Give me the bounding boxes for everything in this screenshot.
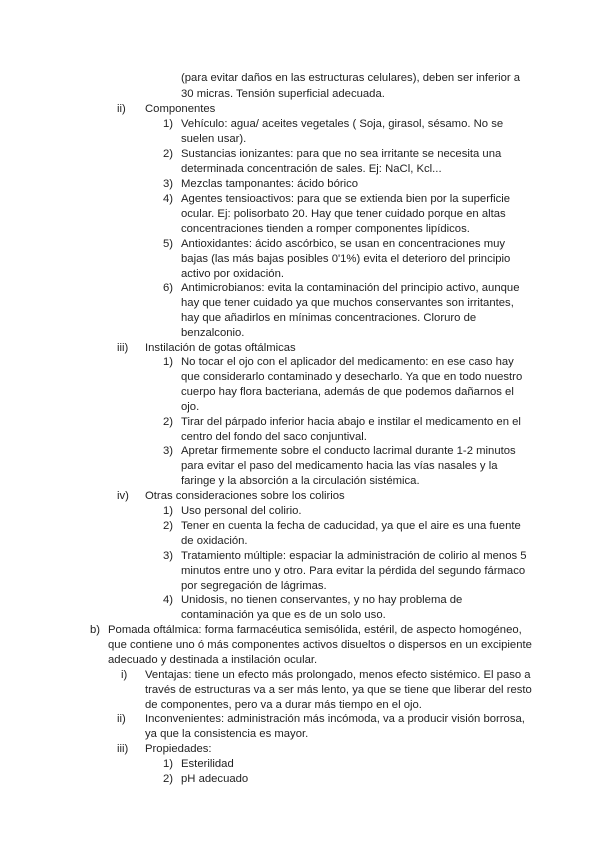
- list-marker: iv): [117, 490, 129, 502]
- text-line: No tocar el ojo con el aplicador del medicamento: en ese caso hay: [181, 356, 514, 368]
- item-number: 4): [163, 193, 174, 205]
- text-line: suelen usar).: [181, 133, 247, 145]
- item-number: 4): [163, 594, 174, 606]
- text-line: ojo.: [181, 401, 200, 413]
- text-line: que contiene uno ó más componentes activos disueltos o dispersos en un excipiente: [108, 639, 532, 651]
- text-line: Antioxidantes: ácido ascórbico, se usan en concentraciones muy: [181, 238, 506, 250]
- section-heading: Propiedades:: [145, 743, 212, 755]
- text-line: Tirar del párpado inferior hacia abajo e instilar el medicamento en el: [181, 416, 521, 428]
- text-line: faringe y la absorción a la circulación sistémica.: [181, 475, 420, 487]
- item-number: 6): [163, 282, 174, 294]
- text-line: que considerarlo contaminado y desecharlo. Ya que en todo nuestro: [181, 371, 523, 383]
- text-line: Pomada oftálmica: forma farmacéutica semisólida, estéril, de aspecto homogéneo,: [108, 624, 522, 636]
- text-line: hay que tener cuidado ya que muchos conservantes son irritantes,: [181, 297, 514, 309]
- list-marker: ii): [117, 103, 126, 115]
- list-marker: i): [121, 669, 128, 681]
- section-heading: Instilación de gotas oftálmicas: [145, 342, 296, 354]
- text-line: cuerpo hay flora bacteriana, además de que podemos dañarnos el: [181, 386, 514, 398]
- section-heading: Otras consideraciones sobre los colirios: [145, 490, 345, 502]
- item-number: 2): [163, 148, 174, 160]
- text-line: benzalconio.: [181, 327, 245, 339]
- text-line: bajas (las más bajas posibles 0'1%) evita el deterioro del principio: [181, 253, 511, 265]
- text-line: centro del fondo del saco conjuntival.: [181, 431, 367, 443]
- item-number: 1): [163, 505, 174, 517]
- text-line: hay que añadirlos en mínimas concentraciones. Cloruro de: [181, 312, 477, 324]
- item-number: 5): [163, 238, 174, 250]
- item-number: 2): [163, 416, 174, 428]
- item-number: 3): [163, 178, 174, 190]
- item-number: 1): [163, 758, 174, 770]
- text-line: pH adecuado: [181, 773, 249, 785]
- item-number: 1): [163, 356, 174, 368]
- item-number: 3): [163, 550, 174, 562]
- list-marker: iii): [117, 342, 129, 354]
- text-line: Mezclas tamponantes: ácido bórico: [181, 178, 359, 190]
- text-line: Esterilidad: [181, 758, 234, 770]
- item-number: 1): [163, 118, 174, 130]
- section-heading: Componentes: [145, 103, 216, 115]
- text-line: por segregación de lágrimas.: [181, 580, 327, 592]
- text-line: minutos entre uno y otro. Para evitar la pérdida del segundo fármaco: [181, 565, 526, 577]
- text-line: Apretar firmemente sobre el conducto lacrimal durante 1-2 minutos: [181, 445, 516, 457]
- text-line: través de estructuras va a ser más lento, ya que se tiene que liberar del resto: [145, 684, 532, 696]
- text-line: Uso personal del colirio.: [181, 505, 302, 517]
- text-line: determinada concentración de sales. Ej: NaCl, Kcl...: [181, 163, 442, 175]
- item-number: 2): [163, 773, 174, 785]
- text-line: Sustancias ionizantes: para que no sea irritante se necesita una: [181, 148, 502, 160]
- text-line: contaminación ya que es de un solo uso.: [181, 609, 386, 621]
- text-line: activo por oxidación.: [181, 268, 284, 280]
- text-line: concentraciones tienden a romper componentes lipídicos.: [181, 223, 470, 235]
- text-line: Antimicrobianos: evita la contaminación del principio activo, aunque: [181, 282, 520, 294]
- list-marker: ii): [117, 713, 126, 725]
- text-line: Agentes tensioactivos: para que se extienda bien por la superficie: [181, 193, 511, 205]
- text-line: Ventajas: tiene un efecto más prolongado, menos efecto sistémico. El paso a: [145, 669, 531, 681]
- text-line: Tratamiento múltiple: espaciar la administración de colirio al menos 5: [181, 550, 527, 562]
- item-number: 2): [163, 520, 174, 532]
- text-line: de componentes, pero va a durar más tiempo en el ojo.: [145, 699, 422, 711]
- text-line: Tener en cuenta la fecha de caducidad, ya que el aire es una fuente: [181, 520, 521, 532]
- item-number: 3): [163, 445, 174, 457]
- text-line: de oxidación.: [181, 535, 248, 547]
- text-line: Vehículo: agua/ aceites vegetales ( Soja, girasol, sésamo. No se: [181, 118, 504, 130]
- text-line: para evitar el paso del medicamento hacia las vías nasales y la: [181, 460, 498, 472]
- list-marker: iii): [117, 743, 129, 755]
- text-line: ya que la consistencia es mayor.: [145, 728, 309, 740]
- text-line: ocular. Ej: polisorbato 20. Hay que tener cuidado porque en altas: [181, 208, 506, 220]
- list-marker: b): [90, 624, 101, 636]
- text-line: adecuado y destinada a instilación ocular.: [108, 654, 318, 666]
- text-line: 30 micras. Tensión superficial adecuada.: [181, 88, 385, 100]
- text-line: (para evitar daños en las estructuras celulares), deben ser inferior a: [181, 72, 521, 84]
- text-line: Unidosis, no tienen conservantes, y no hay problema de: [181, 594, 463, 606]
- text-line: Inconvenientes: administración más incómoda, va a producir visión borrosa,: [145, 713, 525, 725]
